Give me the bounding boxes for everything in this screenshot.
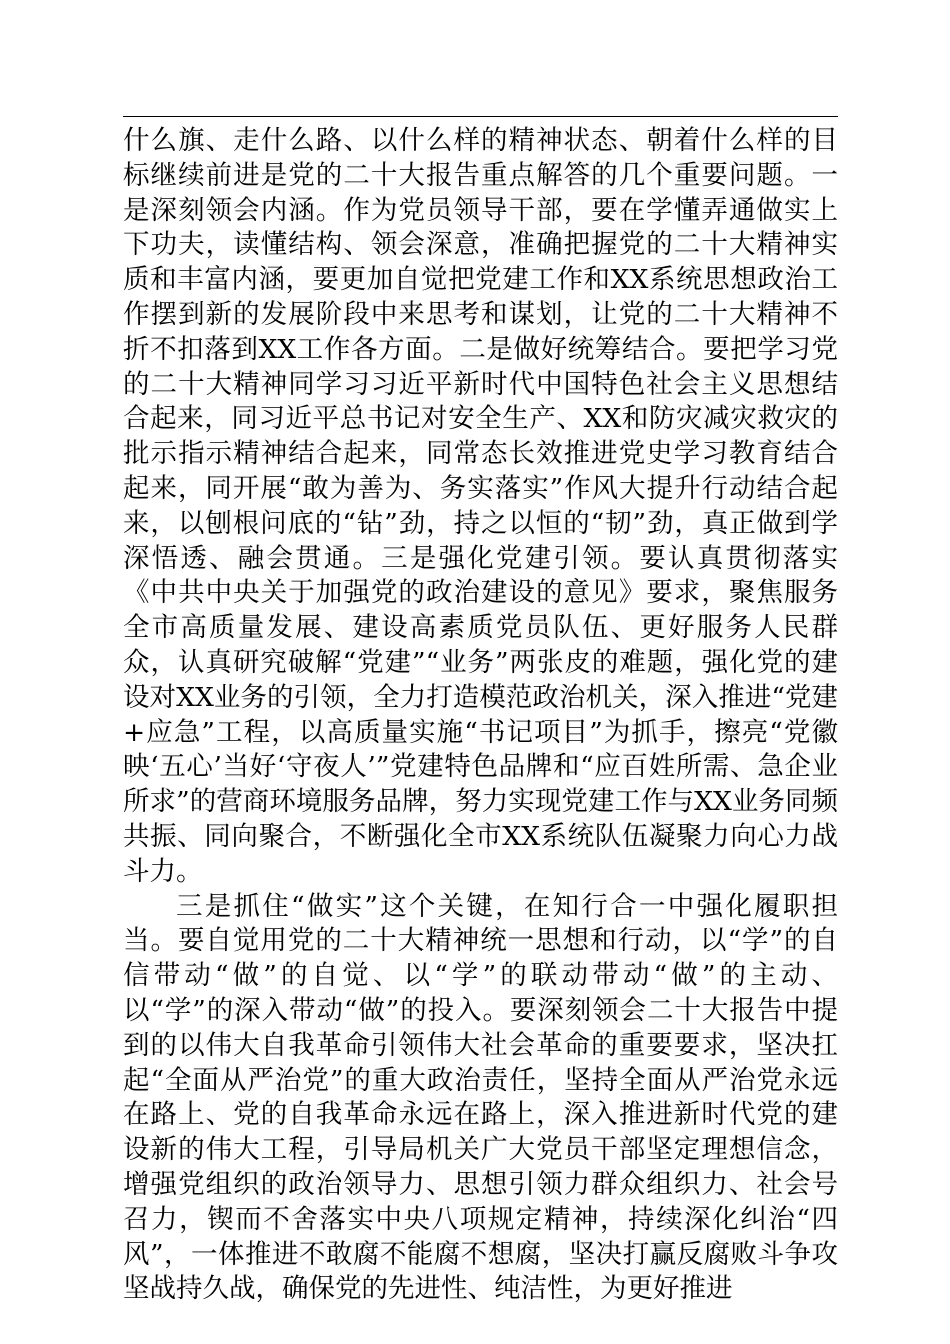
paragraph-2: 三是抓住“做实”这个关键，在知行合一中强化履职担当。要自觉用党的二十大精神统一思想和行动，以“学”的自信带动“做”的自觉、以“学”的联动带动“做”的主动、以“学”的深入带动“做”的投入。要深刻领会二十大报告中提到的以伟大自我革命引领伟大社会革命的重要要求，坚决扛起“全面从严治党”的重大政治责任，坚持全面从严治党永远在路上、党的自我革命永远在路上，深入推进新时代党的建设新的伟大工程，引导局机关广大党员干部坚定理想信念，增强党组织的政治领导力、思想引领力群众组织力、社会号召力，锲而不舍落实中央八项规定精神，持续深化纠治“四风”，一体推进不敢腐不能腐不想腐，坚决打赢反腐败斗争攻坚战持久战，确保党的先进性、纯洁性，为更好推进 (123, 890, 838, 1305)
document-body (123, 124, 838, 1307)
header-rule (123, 116, 838, 117)
paragraph-1: 什么旗、走什么路、以什么样的精神状态、朝着什么样的目标继续前进是党的二十大报告重点解答的几个重要问题。一是深刻领会内涵。作为党员领导干部，要在学懂弄通做实上下功夫，读懂结构、领会深意，准确把握党的二十大精神实质和丰富内涵，要更加自觉把党建工作和XX系统思想政治工作摆到新的发展阶段中来思考和谋划，让党的二十大精神不折不扣落到XX工作各方面。二是做好统筹结合。要把学习党的二十大精神同学习习近平新时代中国特色社会主义思想结合起来，同习近平总书记对安全生产、XX和防灾减灾救灾的批示指示精神结合起来，同常态长效推进党史学习教育结合起来，同开展“敢为善为、务实落实”作风大提升行动结合起来，以刨根问底的“钻”劲，持之以恒的“韧”劲，真正做到学深悟透、融会贯通。三是强化党建引领。要认真贯彻落实《中共中央关于加强党的政治建设的意见》要求，聚焦服务全市高质量发展、建设高素质党员队伍、更好服务人民群众，认真研究破解“党建”“业务”两张皮的难题，强化党的建设对XX业务的引领，全力打造模范政治机关，深入推进“党建+应急”工程，以高质量实施“书记项目”为抓手，擦亮“党徽映‘五心’当好‘守夜人’”党建特色品牌和“应百姓所需、急企业所求”的营商环境服务品牌，努力实现党建工作与XX业务同频共振、同向聚合，不断强化全市XX系统队伍凝聚力向心力战斗力。 (123, 125, 838, 887)
